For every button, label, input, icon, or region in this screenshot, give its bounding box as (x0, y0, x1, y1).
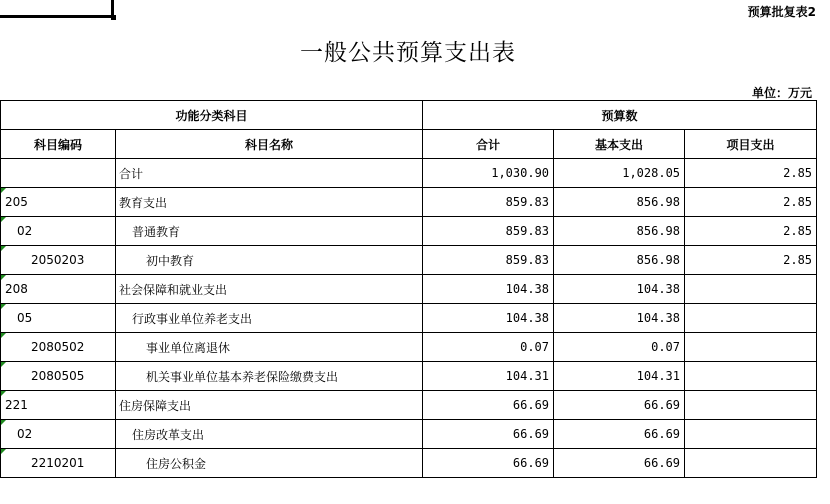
fill-handle[interactable] (111, 15, 116, 20)
cell-code[interactable]: 2080505 (1, 362, 116, 391)
cell-project[interactable] (685, 391, 817, 420)
cell-code[interactable]: 02 (1, 420, 116, 449)
table-row (1, 362, 817, 391)
cell-code[interactable]: 2210201 (1, 449, 116, 478)
cell-code[interactable]: 208 (1, 275, 116, 304)
cell-total[interactable]: 104.38 (423, 304, 554, 333)
table-row (1, 159, 817, 188)
cell-name[interactable]: 教育支出 (116, 188, 423, 217)
cell-name[interactable]: 合计 (116, 159, 423, 188)
cell-basic[interactable]: 66.69 (554, 391, 685, 420)
cell-total[interactable]: 66.69 (423, 391, 554, 420)
cell-code[interactable]: 221 (1, 391, 116, 420)
cell-name[interactable]: 社会保障和就业支出 (116, 275, 423, 304)
table-row (1, 420, 817, 449)
cell-name[interactable]: 住房保障支出 (116, 391, 423, 420)
cell-name[interactable]: 初中教育 (116, 246, 423, 275)
cell-project[interactable] (685, 333, 817, 362)
header-total[interactable]: 合计 (423, 130, 554, 159)
cell-name[interactable]: 机关事业单位基本养老保险缴费支出 (116, 362, 423, 391)
cell-basic[interactable]: 856.98 (554, 217, 685, 246)
cell-code[interactable]: 2080502 (1, 333, 116, 362)
cell-project[interactable] (685, 275, 817, 304)
cell-basic[interactable]: 0.07 (554, 333, 685, 362)
cell-name[interactable]: 普通教育 (116, 217, 423, 246)
table-row (1, 275, 817, 304)
cell-basic[interactable]: 104.38 (554, 304, 685, 333)
cell-total[interactable]: 66.69 (423, 449, 554, 478)
header-function-group[interactable]: 功能分类科目 (1, 101, 423, 130)
cell-basic[interactable]: 66.69 (554, 449, 685, 478)
header-basic[interactable]: 基本支出 (554, 130, 685, 159)
cell-project[interactable] (685, 449, 817, 478)
header-project[interactable]: 项目支出 (685, 130, 817, 159)
cell-name[interactable]: 住房公积金 (116, 449, 423, 478)
budget-table (0, 100, 817, 478)
cell-basic[interactable]: 104.31 (554, 362, 685, 391)
cell-basic[interactable]: 856.98 (554, 246, 685, 275)
table-row (1, 449, 817, 478)
cell-code[interactable] (1, 159, 116, 188)
table-row (1, 333, 817, 362)
cell-project[interactable]: 2.85 (685, 159, 817, 188)
cell-project[interactable]: 2.85 (685, 217, 817, 246)
header-row-group (1, 101, 817, 130)
cell-total[interactable]: 0.07 (423, 333, 554, 362)
table-row (1, 246, 817, 275)
cell-name[interactable]: 事业单位离退休 (116, 333, 423, 362)
selected-cell-cursor[interactable] (0, 0, 114, 18)
cell-project[interactable] (685, 304, 817, 333)
cell-name[interactable]: 行政事业单位养老支出 (116, 304, 423, 333)
cell-code[interactable]: 02 (1, 217, 116, 246)
unit-label: 单位：万元 (751, 86, 812, 100)
cell-project[interactable] (685, 420, 817, 449)
cell-code[interactable]: 2050203 (1, 246, 116, 275)
cell-total[interactable]: 1,030.90 (423, 159, 554, 188)
cell-name[interactable]: 住房改革支出 (116, 420, 423, 449)
cell-project[interactable] (685, 362, 817, 391)
cell-total[interactable]: 104.31 (423, 362, 554, 391)
cell-total[interactable]: 859.83 (423, 246, 554, 275)
cell-basic[interactable]: 856.98 (554, 188, 685, 217)
cell-project[interactable]: 2.85 (685, 246, 817, 275)
cell-basic[interactable]: 1,028.05 (554, 159, 685, 188)
form-number: 预算批复表2 (747, 5, 816, 19)
cell-total[interactable]: 66.69 (423, 420, 554, 449)
cell-basic[interactable]: 66.69 (554, 420, 685, 449)
header-name[interactable]: 科目名称 (116, 130, 423, 159)
table-row (1, 217, 817, 246)
header-row-columns (1, 130, 817, 159)
table-row (1, 391, 817, 420)
cell-total[interactable]: 859.83 (423, 188, 554, 217)
page-title: 一般公共预算支出表 (300, 40, 516, 66)
header-code[interactable]: 科目编码 (1, 130, 116, 159)
table-row (1, 304, 817, 333)
header-budget-group[interactable]: 预算数 (423, 101, 817, 130)
cell-total[interactable]: 859.83 (423, 217, 554, 246)
table-row (1, 188, 817, 217)
cell-total[interactable]: 104.38 (423, 275, 554, 304)
cell-code[interactable]: 205 (1, 188, 116, 217)
cell-code[interactable]: 05 (1, 304, 116, 333)
cell-project[interactable]: 2.85 (685, 188, 817, 217)
cell-basic[interactable]: 104.38 (554, 275, 685, 304)
